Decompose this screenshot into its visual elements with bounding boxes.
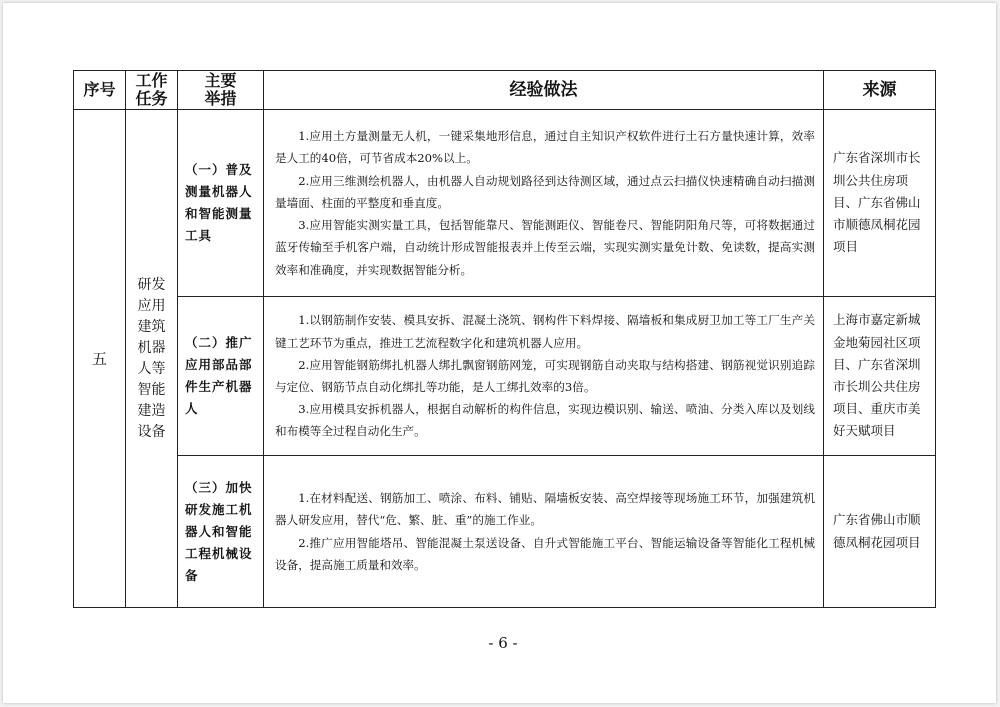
experience-table [73, 70, 936, 608]
header-source: 来源 [824, 71, 936, 110]
header-experience: 经验做法 [264, 71, 824, 110]
paragraph: 1.以钢筋制作安装、模具安拆、混凝土浇筑、钢构件下料焊接、隔墙板和集成厨卫加工等工厂生产关键工艺环节为重点，推进工艺流程数字化和建筑机器人应用。 [275, 313, 815, 350]
source-2: 上海市嘉定新城金地菊园社区项目、广东省深圳市长圳公共住房项目、重庆市美好天赋项目 [824, 297, 936, 456]
header-measures: 主要举措 [178, 71, 264, 110]
paragraph: 3.应用模具安拆机器人，根据自动解析的构件信息，实现边模识别、输送、喷油、分类入库以及划线和布模等全过程自动化生产。 [275, 402, 815, 439]
experience-2 [264, 297, 824, 456]
source-1: 广东省深圳市长圳公共住房项目、广东省佛山市顺德凤桐花园项目 [824, 110, 936, 297]
page-number: - 6 - [488, 634, 518, 652]
measure-1: （一）普及测量机器人和智能测量工具 [178, 110, 264, 297]
table-row [74, 110, 936, 297]
paragraph: 2.应用三维测绘机器人，由机器人自动规划路径到达待测区域，通过点云扫描仪快速精确自动扫描测量墙面、柱面的平整度和垂直度。 [275, 173, 815, 210]
experience-3 [264, 456, 824, 608]
paragraph: 2.应用智能钢筋绑扎机器人绑扎飘窗钢筋网笼，可实现钢筋自动夹取与结构搭建、钢筋视觉识别追踪与定位、钢筋节点自动化绑扎等功能，是人工绑扎效率的3倍。 [275, 357, 815, 394]
paragraph: 2.推广应用智能塔吊、智能混凝土泵送设备、自升式智能施工平台、智能运输设备等智能化工程机械设备，提高施工质量和效率。 [275, 535, 815, 572]
source-3: 广东省佛山市顺德凤桐花园项目 [824, 456, 936, 608]
section-number: 五 [74, 110, 126, 608]
experience-1 [264, 110, 824, 297]
paragraph: 3.应用智能实测实量工具，包括智能靠尺、智能测距仪、智能卷尺、智能阴阳角尺等，可将数据通过蓝牙传输至手机客户端，自动统计形成智能报表并上传至云端，实现实测实量免计数、免读数，提高实测效率和准确度，并实现数据智能分析。 [275, 218, 815, 277]
table-row [74, 456, 936, 608]
header-task: 工作任务 [126, 71, 178, 110]
paragraph: 1.在材料配送、钢筋加工、喷涂、布料、铺贴、隔墙板安装、高空焊接等现场施工环节，加强建筑机器人研发应用，替代“危、繁、脏、重”的施工作业。 [275, 491, 815, 528]
document-page [3, 3, 996, 703]
work-task: 研发应用建筑机器人等智能建造设备 [126, 110, 178, 608]
measure-3: （三）加快研发施工机器人和智能工程机械设备 [178, 456, 264, 608]
header-row [74, 71, 936, 110]
header-seq: 序号 [74, 71, 126, 110]
paragraph: 1.应用土方量测量无人机，一键采集地形信息，通过自主知识产权软件进行土石方量快速计算，效率是人工的40倍，可节省成本20%以上。 [275, 129, 815, 166]
measure-2: （二）推广应用部品部件生产机器人 [178, 297, 264, 456]
table-row [74, 297, 936, 456]
